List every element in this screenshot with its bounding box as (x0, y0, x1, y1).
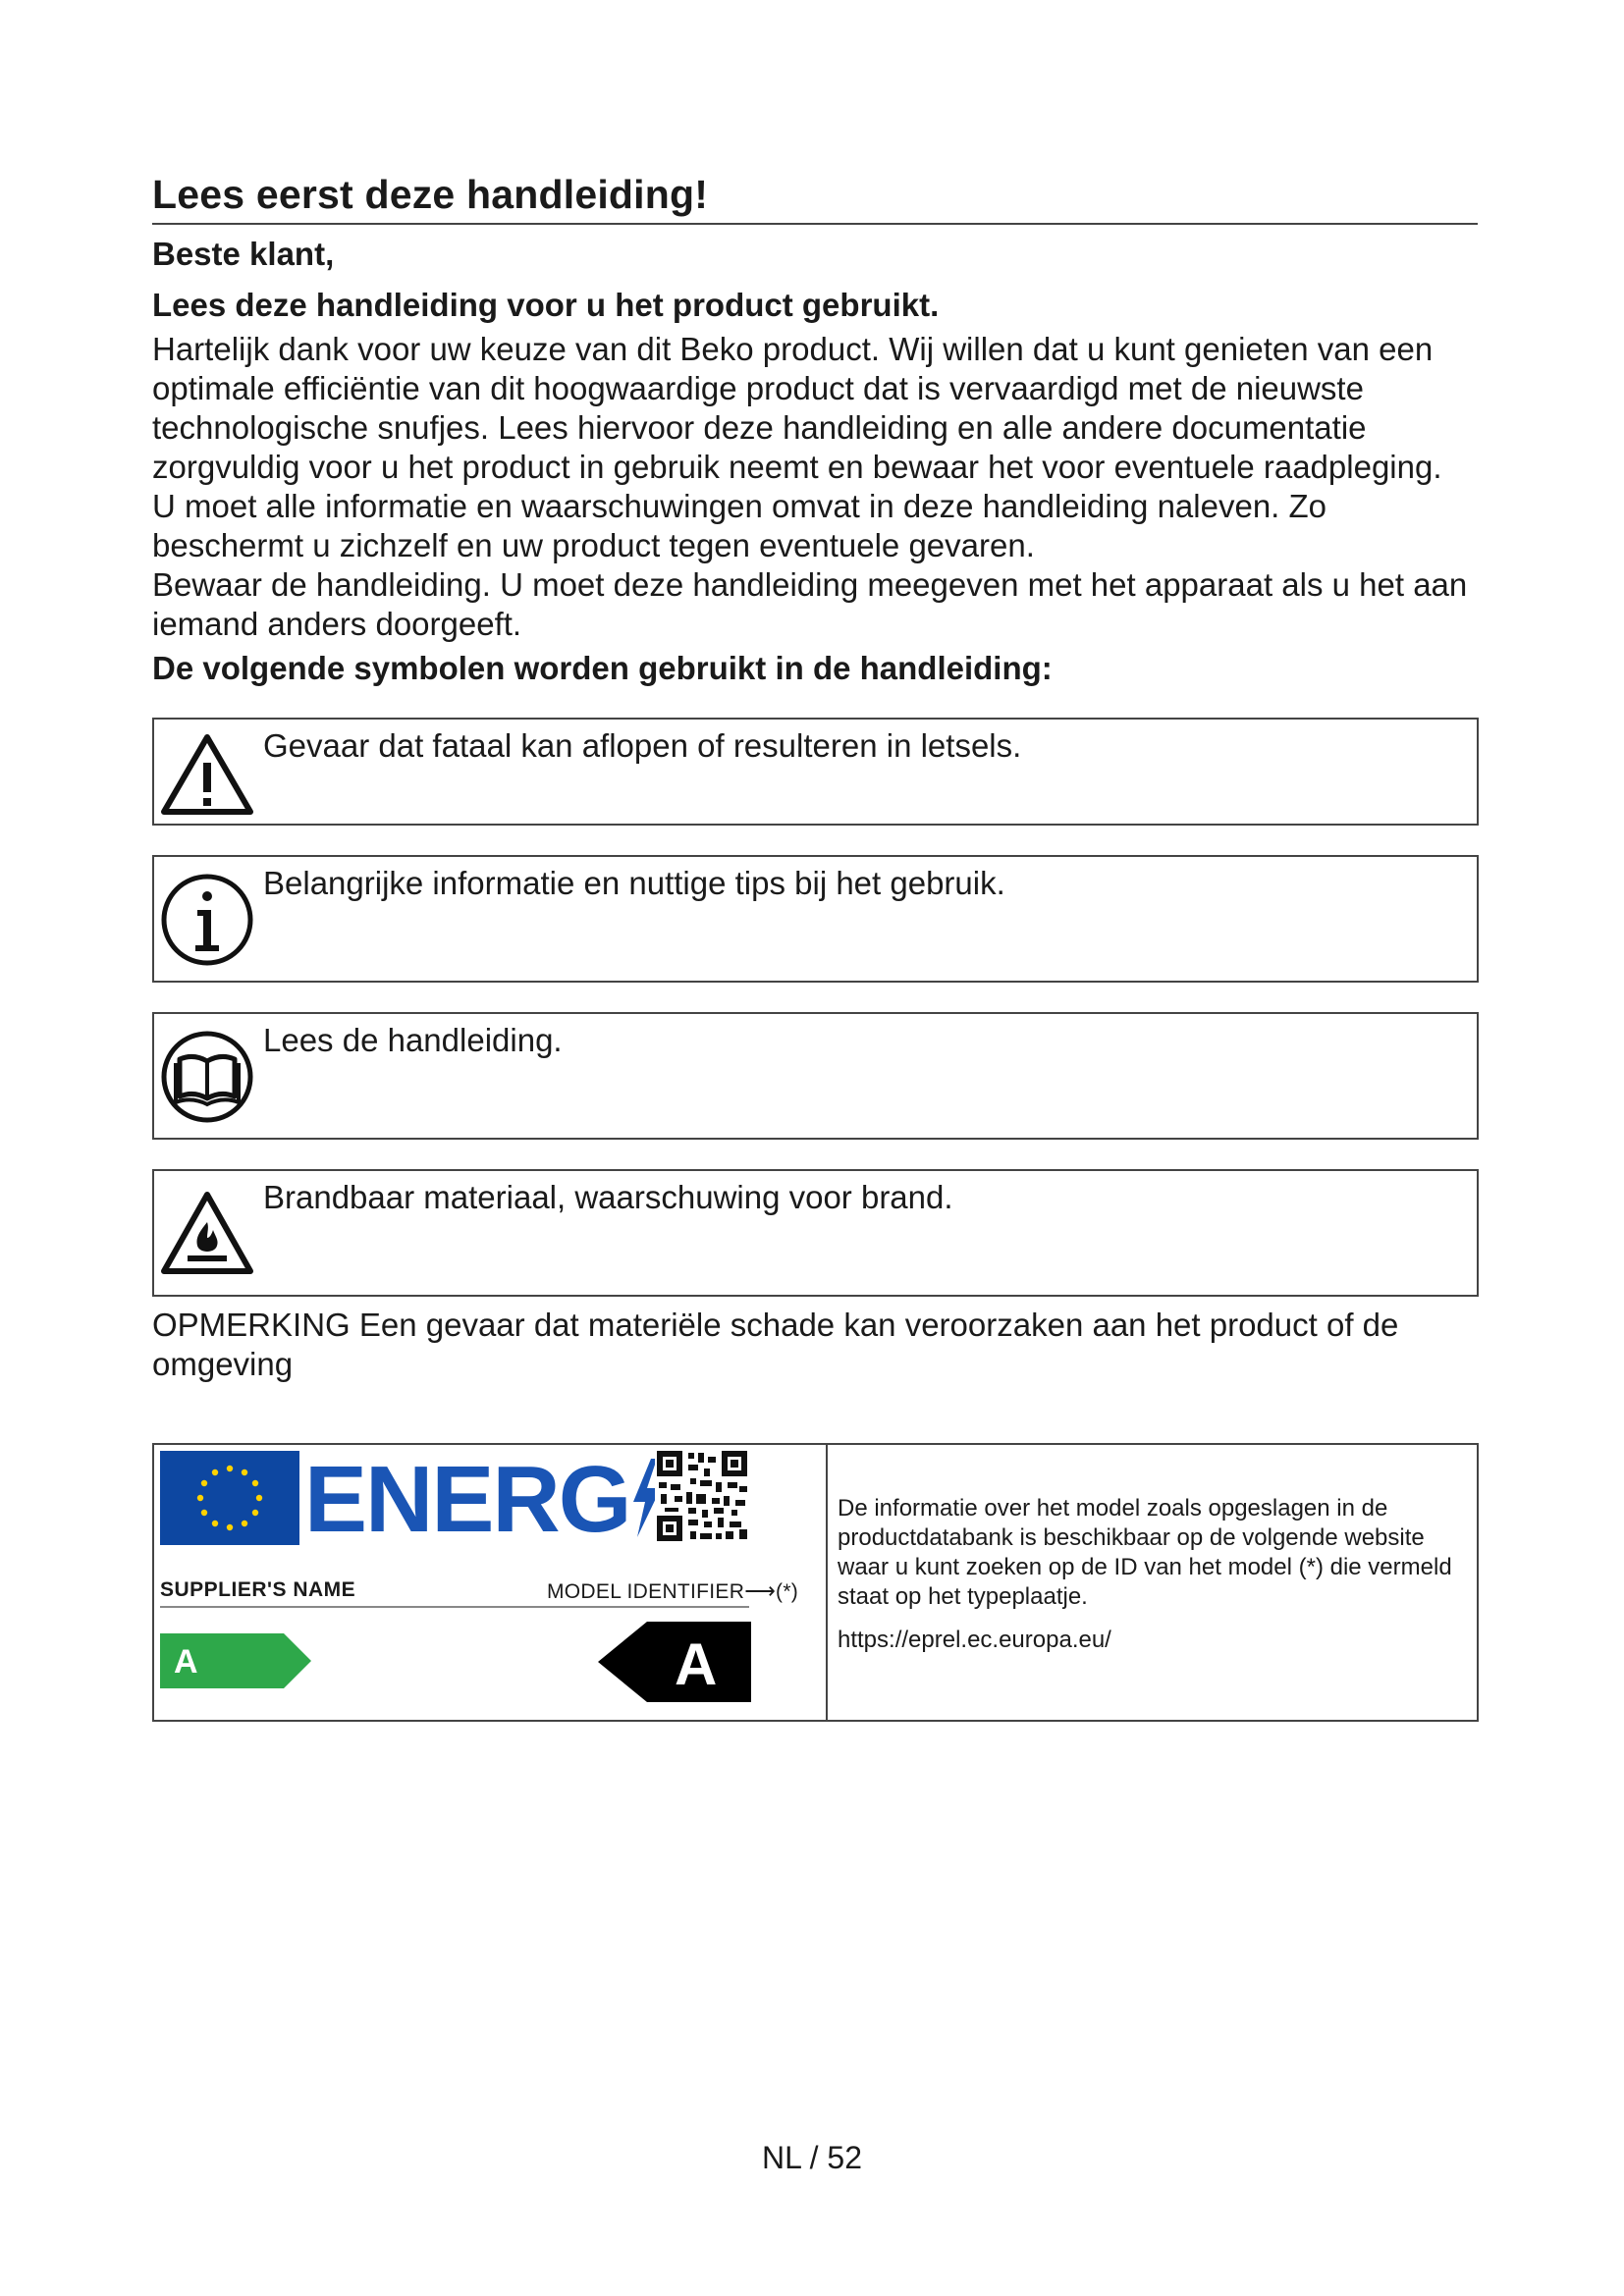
title-divider (152, 223, 1478, 225)
energy-logo (304, 1447, 663, 1552)
symbol-box-manual (152, 1012, 1479, 1140)
energy-class-indicator-arrow (598, 1622, 751, 1702)
intro-paragraph: Bewaar de handleiding. U moet deze handleiding meegeven met het apparaat als u het aan iemand anders doorgeeft. (152, 566, 1468, 642)
book-icon (160, 1030, 254, 1124)
note-text: OPMERKING Een gevaar dat materiële schade kan veroorzaken aan het product of de omgeving (152, 1307, 1399, 1382)
energy-class-scale-letter: A (174, 1643, 198, 1681)
energy-class-indicator-letter: A (675, 1631, 718, 1697)
model-identifier-text: MODEL IDENTIFIER (547, 1580, 745, 1603)
info-icon (160, 873, 254, 967)
energy-label-block (152, 1443, 1479, 1722)
symbol-text: Belangrijke informatie en nuttige tips bij het gebruik. (263, 865, 1005, 901)
model-identifier-label (547, 1578, 798, 1604)
energy-class-scale-arrow (160, 1633, 313, 1688)
arrow-right-icon: ⟶ (744, 1578, 777, 1603)
intro-paragraph: Hartelijk dank voor uw keuze van dit Beko product. Wij willen dat u kunt genieten van een optimale efficiëntie van dit hoogwaardige product dat is vervaardigd met de nieuwste technologische snufjes. Lees hiervoor deze handleiding en alle andere documentatie zorgvuldig voor u het product in gebruik neemt en bewaar het voor eventuele raadpleging. (152, 331, 1442, 485)
intro-text (152, 330, 1478, 644)
subheading: Lees deze handleiding voor u het product gebruikt. (152, 287, 940, 323)
page-number: NL / 52 (762, 2140, 862, 2175)
symbol-text: Brandbaar materiaal, waarschuwing voor brand. (263, 1179, 953, 1215)
qr-code-icon (655, 1449, 749, 1543)
label-divider (160, 1606, 749, 1608)
energy-info-text: De informatie over het model zoals opgeslagen in de productdatabank is beschikbaar op de volgende website waar u kunt zoeken op de ID van het model (*) die vermeld staat op het typeplaatje. (838, 1495, 1452, 1610)
model-marker: (*) (776, 1580, 799, 1603)
energy-info (838, 1494, 1476, 1655)
symbols-heading: De volgende symbolen worden gebruikt in de handleiding: (152, 650, 1053, 686)
energy-label (154, 1445, 828, 1720)
eprel-link[interactable]: https://eprel.ec.europa.eu/ (838, 1627, 1111, 1653)
energy-logo-text: ENERG (304, 1447, 630, 1552)
supplier-name-label: SUPPLIER'S NAME (160, 1578, 356, 1601)
page-title: Lees eerst deze handleiding! (152, 172, 709, 217)
symbol-box-flammable (152, 1169, 1479, 1297)
warning-icon (160, 725, 254, 820)
symbol-box-warning (152, 718, 1479, 826)
eu-flag-icon (160, 1451, 299, 1545)
greeting: Beste klant, (152, 236, 335, 272)
symbol-box-info (152, 855, 1479, 983)
symbol-text: Lees de handleiding. (263, 1022, 563, 1058)
symbol-text: Gevaar dat fataal kan aflopen of resulteren in letsels. (263, 727, 1022, 764)
intro-paragraph: U moet alle informatie en waarschuwingen omvat in deze handleiding naleven. Zo beschermt u zichzelf en uw product tegen eventuele gevaren. (152, 488, 1327, 563)
flammable-icon (160, 1185, 254, 1279)
